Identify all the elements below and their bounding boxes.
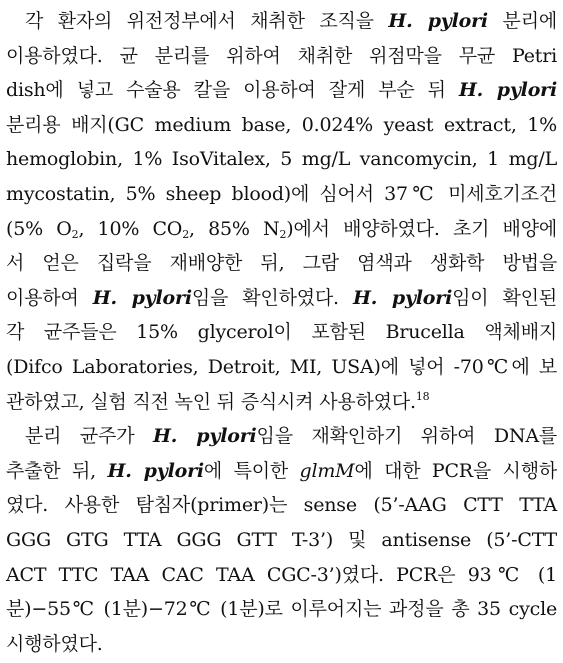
- text-run: 분)−55℃ (1분)−72℃ (1분)로 이루어지는 과정을 총 35 cycle: [6, 598, 557, 621]
- italic-term: glmM: [299, 459, 355, 482]
- text-run: 분리용 배지(GC medium base, 0.024% yeast extract, 1%: [6, 113, 557, 136]
- text-run: 분리에: [487, 10, 557, 32]
- text-run: GGG GTG TTA GGG GTT T-3’) 및 antisense (5’-CTT: [6, 528, 557, 551]
- text-run: 이용하였다. 균 분리를 위하여 채취한 위점막을 무균 Petri: [6, 44, 557, 67]
- text-line: [6, 350, 557, 385]
- text-line: [6, 315, 557, 350]
- text-line: [6, 281, 557, 316]
- text-run: 임을 확인하였다.: [191, 286, 353, 309]
- text-line: [6, 523, 557, 558]
- text-line: [6, 627, 557, 662]
- text-run: 에 대한 PCR을 시행하: [354, 459, 558, 482]
- text-run: 에 특이한: [203, 459, 300, 482]
- text-line: [6, 108, 557, 143]
- text-line: [6, 73, 557, 108]
- text-run: 이용하여: [6, 286, 93, 309]
- italic-term: H. pylori: [107, 459, 204, 482]
- text-run: 임이 확인된: [452, 286, 557, 309]
- italic-term: H. pylori: [353, 286, 453, 309]
- text-run: (Difco Laboratories, Detroit, MI, USA)에 넣어 -70℃에 보: [6, 355, 557, 378]
- text-run: 였다. 사용한 탐침자(primer)는 sense (5’-AAG CTT TTA: [6, 494, 557, 517]
- text-line: [6, 488, 557, 523]
- italic-term: H. pylori: [152, 425, 257, 448]
- text-run: 서 얻은 집락을 재배양한 뒤, 그람 염색과 생화학 방법을: [6, 252, 557, 275]
- text-run: hemoglobin, 1% IsoVitalex, 5 mg/L vancomycin, 1 mg/L: [6, 148, 557, 171]
- text-line: [6, 558, 557, 593]
- reference-superscript: 18: [415, 389, 430, 403]
- italic-term: H. pylori: [388, 10, 488, 32]
- text-run: dish에 넣고 수술용 칼을 이용하여 잘게 부순 뒤: [6, 79, 459, 102]
- text-line: [6, 419, 557, 454]
- text-run: mycostatin, 5% sheep blood)에 심어서 37℃ 미세호기조건: [6, 182, 557, 205]
- italic-term: H. pylori: [458, 79, 557, 102]
- text-run: 임을 재확인하기 위하여 DNA를: [256, 425, 557, 448]
- text-run: 시행하였다.: [6, 632, 103, 655]
- text-line: [6, 177, 557, 212]
- text-run: ACT TTC TAA CAC TAA CGC-3’)였다. PCR은 93℃ (1: [6, 563, 557, 586]
- text-run: 추출한 뒤,: [6, 459, 108, 482]
- text-run: , 85% N: [189, 217, 280, 240]
- text-run: 분리 균주가: [25, 425, 153, 448]
- text-line: [6, 142, 557, 177]
- text-line: [6, 212, 557, 247]
- text-run: 각 균주들은 15% glycerol이 포함된 Brucella 액체배지: [6, 321, 557, 344]
- text-line: [6, 592, 557, 627]
- text-run: )에서 배양하였다. 초기 배양에: [286, 217, 558, 240]
- text-line: [6, 246, 557, 281]
- italic-term: H. pylori: [92, 286, 192, 309]
- text-run: 각 환자의 위전정부에서 채취한 조직을: [25, 10, 389, 32]
- paragraph-2: [6, 419, 557, 661]
- subscript: 2: [71, 227, 79, 241]
- text-line: [6, 4, 557, 39]
- text-line: [6, 454, 557, 489]
- text-line: [6, 385, 557, 420]
- subscript: 2: [279, 227, 287, 241]
- document-page: [6, 4, 557, 661]
- text-line: [6, 39, 557, 74]
- paragraph-1: [6, 4, 557, 419]
- text-run: 관하였고, 실험 직전 녹인 뒤 증식시켜 사용하였다.: [6, 390, 416, 413]
- subscript: 2: [182, 227, 189, 241]
- text-run: , 10% CO: [78, 217, 183, 240]
- text-run: (5% O: [6, 217, 72, 240]
